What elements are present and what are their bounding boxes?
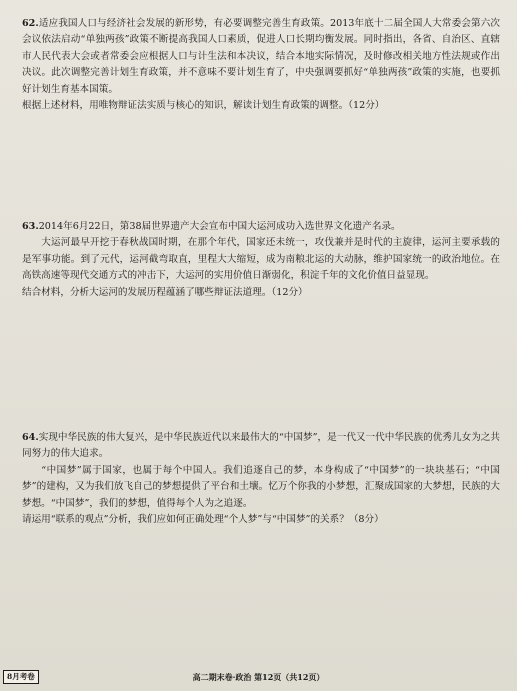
question-62-prompt: 根据上述材料，用唯物辩证法实质与核心的知识，解读计划生育政策的调整。（12分） — [22, 100, 385, 112]
question-62-material: 适应我国人口与经济社会发展的新形势，有必要调整完善生育政策。2013年底十二届全国人大常委会第六次会议依法启动“单独两孩”政策不断提高我国人口素质，促进人口长期均衡发展。同时指出，各省、自治区、直辖市人民代表大会或者常委会应根据人口与计生法和本决议，结合本地实际情况，及时修改相关地方性法规或作出决议。此次调整完善计划生育政策，并不意味不要计划生育了，中央强调要抓好“单独两孩”政策的实施，也要抓好计划生育基本国策。 — [22, 18, 500, 95]
question-64-prompt: 请运用“联系的观点”分析，我们应如何正确处理“个人梦”与“中国梦”的关系？（8分） — [22, 514, 384, 526]
question-64 — [22, 430, 500, 528]
question-64-body — [22, 430, 500, 463]
question-63-material: 大运河最早开挖于春秋战国时期，在那个年代，国家还未统一，攻伐兼并是时代的主旋律，运河主要承载的是军事功能。到了元代，运河截弯取直，里程大大缩短，成为南粮北运的大动脉，维护国家统一的政治地位。在高铁高速等现代交通方式的冲击下，大运河的实用价值日渐弱化，积淀千年的文化价值日益显现。 — [22, 237, 500, 282]
question-63 — [22, 219, 500, 301]
question-64-intro: 实现中华民族的伟大复兴，是中华民族近代以来最伟大的“中国梦”，是一代又一代中华民族的优秀儿女为之共同努力的伟大追求。 — [22, 432, 500, 460]
question-63-number: 63. — [22, 221, 39, 232]
question-62-body — [22, 16, 500, 98]
question-64-number: 64. — [22, 432, 39, 443]
question-63-prompt: 结合材料，分析大运河的发展历程蕴涵了哪些辩证法道理。（12分） — [22, 286, 308, 298]
exam-source-tag: 8月考卷 — [3, 670, 39, 684]
question-63-body — [22, 219, 500, 235]
question-62 — [22, 16, 500, 114]
question-62-number: 62. — [22, 18, 39, 29]
question-63-intro: 2014年6月22日，第38届世界遗产大会宣布中国大运河成功入选世界文化遗产名录。 — [38, 221, 401, 232]
question-64-material: “中国梦”属于国家，也属于每个中国人。我们追逐自己的梦，本身构成了“中国梦”的一块块基石；“中国梦”的建构，又为我们放飞自己的梦想提供了平台和土壤。忆万个你我的小梦想，汇聚成国家的大梦想，民族的大梦想。“中国梦”，我们的梦想，值得每个人为之追逐。 — [22, 464, 500, 509]
page-footer: 高二期末卷·政治 第12页（共12页） — [192, 672, 325, 682]
